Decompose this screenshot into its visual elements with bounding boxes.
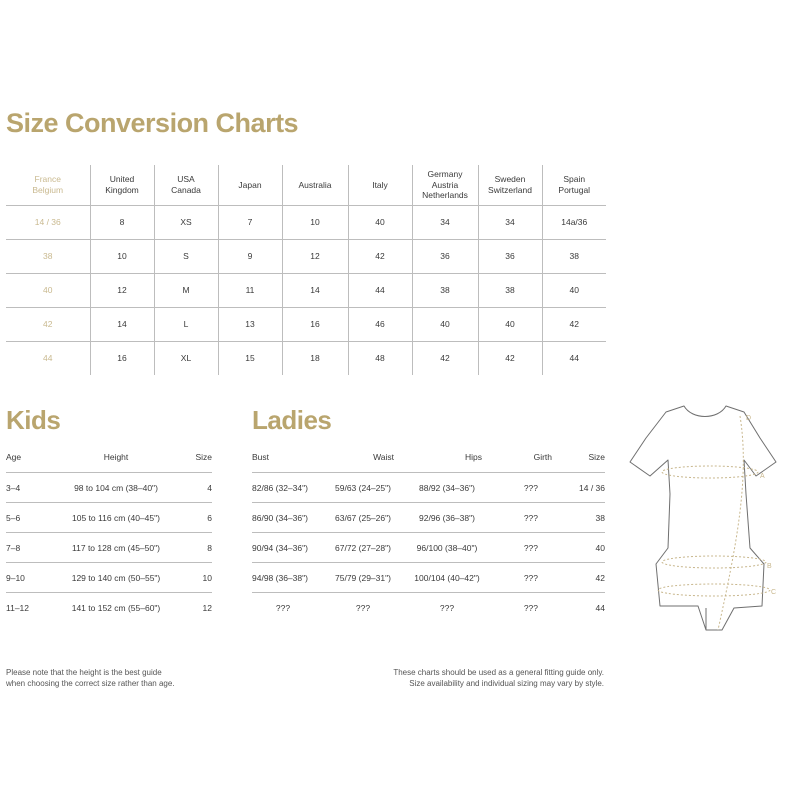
measure-ring-b [662,556,766,568]
kids-note-line-2: when choosing the correct size rather than age. [6,679,175,688]
conversion-cell: 12 [90,274,154,308]
kids-row [6,563,212,593]
ladies-cell: ??? [355,602,371,613]
kids-cell: 9–10 [6,563,56,593]
conversion-cell: 38 [412,274,478,308]
ladies-cell: 40 [552,533,605,563]
conversion-cell: 46 [348,308,412,342]
figure-label-a: A [760,473,765,480]
size-conversion-table [6,165,606,375]
ladies-cell: ??? [482,533,552,563]
kids-cell: 141 to 152 cm (55–60") [71,602,161,613]
conversion-header-cell: Germany Austria Netherlands [412,165,478,206]
figure-label-b: B [767,563,772,570]
conversion-row [6,308,606,342]
ladies-cell: 42 [552,563,605,593]
conversion-cell: 14 [90,308,154,342]
kids-cell: 5–6 [6,503,56,533]
conversion-header-cell: United Kingdom [90,165,154,206]
ladies-cell: 67/72 (27–28") [314,533,394,563]
ladies-cell: ??? [275,602,291,613]
conversion-header-cell: Spain Portugal [542,165,606,206]
conversion-cell: 16 [90,342,154,376]
kids-row [6,533,212,563]
kids-header-height: Height [56,442,176,473]
conversion-cell: XS [154,206,218,240]
kids-cell: 105 to 116 cm (40–45") [56,503,176,533]
conversion-cell: 10 [90,240,154,274]
kids-cell: 3–4 [6,473,56,503]
kids-note [6,667,175,689]
ladies-cell: ??? [482,473,552,503]
measure-line-d [718,416,743,630]
ladies-note [393,667,604,689]
ladies-cell: 96/100 (38–40") [394,533,482,563]
ladies-header-size: Size [552,442,605,473]
conversion-cell: 13 [218,308,282,342]
conversion-header-cell: Italy [348,165,412,206]
conversion-cell: 42 [412,342,478,376]
body-measurement-figure [626,398,800,643]
kids-cell: 98 to 104 cm (38–40") [56,473,176,503]
conversion-cell: 40 [412,308,478,342]
conversion-cell: 42 [6,308,90,342]
kids-cell: 11–12 [6,602,30,613]
ladies-cell: 82/86 (32–34") [252,473,314,503]
kids-row [6,473,212,503]
kids-header-size: Size [176,442,212,473]
conversion-header-cell: France Belgium [6,165,90,206]
ladies-cell: 44 [595,602,605,613]
conversion-cell: 44 [542,342,606,376]
conversion-cell: 40 [542,274,606,308]
ladies-cell: 94/98 (36–38") [252,563,314,593]
kids-cell: 7–8 [6,533,56,563]
conversion-header-cell: USA Canada [154,165,218,206]
conversion-cell: 18 [282,342,348,376]
conversion-row [6,274,606,308]
figure-outline [630,406,776,630]
figure-label-c: C [771,589,777,596]
kids-row [6,593,212,623]
conversion-cell: S [154,240,218,274]
kids-title: Kids [6,405,61,435]
conversion-header-row [6,165,606,206]
kids-cell: 12 [202,602,212,613]
conversion-row [6,206,606,240]
ladies-cell: 14 / 36 [552,473,605,503]
ladies-cell: 92/96 (36–38") [394,503,482,533]
conversion-cell: 42 [348,240,412,274]
ladies-row [252,563,605,593]
conversion-cell: 38 [478,274,542,308]
ladies-header-hips: Hips [394,442,482,473]
ladies-cell: 75/79 (29–31") [314,563,394,593]
ladies-cell: 38 [552,503,605,533]
kids-cell: 8 [176,533,212,563]
kids-cell: 129 to 140 cm (50–55") [56,563,176,593]
conversion-cell: 48 [348,342,412,376]
conversion-cell: 34 [412,206,478,240]
conversion-cell: 7 [218,206,282,240]
conversion-cell: 14 [282,274,348,308]
conversion-cell: 10 [282,206,348,240]
ladies-note-line-2: Size availability and individual sizing may vary by style. [409,679,604,688]
conversion-cell: 42 [542,308,606,342]
ladies-header-row [252,442,605,473]
ladies-row [252,593,605,623]
conversion-cell: 15 [218,342,282,376]
conversion-cell: 14 / 36 [6,206,90,240]
conversion-header-cell: Australia [282,165,348,206]
kids-cell: 6 [176,503,212,533]
conversion-cell: 38 [6,240,90,274]
ladies-title: Ladies [252,405,332,435]
conversion-cell: L [154,308,218,342]
measure-ring-c [658,584,770,596]
ladies-header-girth: Girth [482,442,552,473]
ladies-cell: ??? [439,602,455,613]
ladies-cell: 59/63 (24–25") [314,473,394,503]
ladies-cell: ??? [523,602,538,613]
conversion-cell: XL [154,342,218,376]
ladies-cell: 86/90 (34–36") [252,503,314,533]
conversion-cell: 34 [478,206,542,240]
conversion-cell: M [154,274,218,308]
conversion-cell: 40 [348,206,412,240]
conversion-cell: 40 [478,308,542,342]
conversion-cell: 12 [282,240,348,274]
ladies-cell: ??? [482,563,552,593]
conversion-cell: 11 [218,274,282,308]
kids-cell: 4 [176,473,212,503]
ladies-row [252,533,605,563]
kids-cell: 10 [176,563,212,593]
kids-header-age: Age [6,442,56,473]
conversion-cell: 8 [90,206,154,240]
kids-header-row [6,442,212,473]
page-title: Size Conversion Charts [6,108,299,138]
conversion-cell: 36 [412,240,478,274]
ladies-size-table [252,442,605,622]
conversion-cell: 38 [542,240,606,274]
ladies-row [252,473,605,503]
ladies-cell: 63/67 (25–26") [314,503,394,533]
conversion-cell: 16 [282,308,348,342]
ladies-cell: ??? [482,503,552,533]
kids-note-line-1: Please note that the height is the best guide [6,668,162,677]
conversion-cell: 9 [218,240,282,274]
ladies-note-line-1: These charts should be used as a general fitting guide only. [393,668,604,677]
ladies-header-waist: Waist [314,442,394,473]
kids-size-table [6,442,212,622]
ladies-cell: 90/94 (34–36") [252,533,314,563]
ladies-row [252,503,605,533]
ladies-cell: 100/104 (40–42") [394,563,482,593]
conversion-cell: 36 [478,240,542,274]
ladies-cell: 88/92 (34–36") [394,473,482,503]
kids-cell: 117 to 128 cm (45–50") [56,533,176,563]
conversion-row [6,240,606,274]
conversion-cell: 42 [478,342,542,376]
ladies-header-bust: Bust [252,442,314,473]
conversion-row [6,342,606,376]
conversion-cell: 14a/36 [542,206,606,240]
conversion-cell: 40 [6,274,90,308]
conversion-cell: 44 [43,353,53,364]
kids-row [6,503,212,533]
conversion-cell: 44 [348,274,412,308]
conversion-header-cell: Sweden Switzerland [478,165,542,206]
conversion-header-cell: Japan [218,165,282,206]
figure-label-d: D [746,415,752,422]
